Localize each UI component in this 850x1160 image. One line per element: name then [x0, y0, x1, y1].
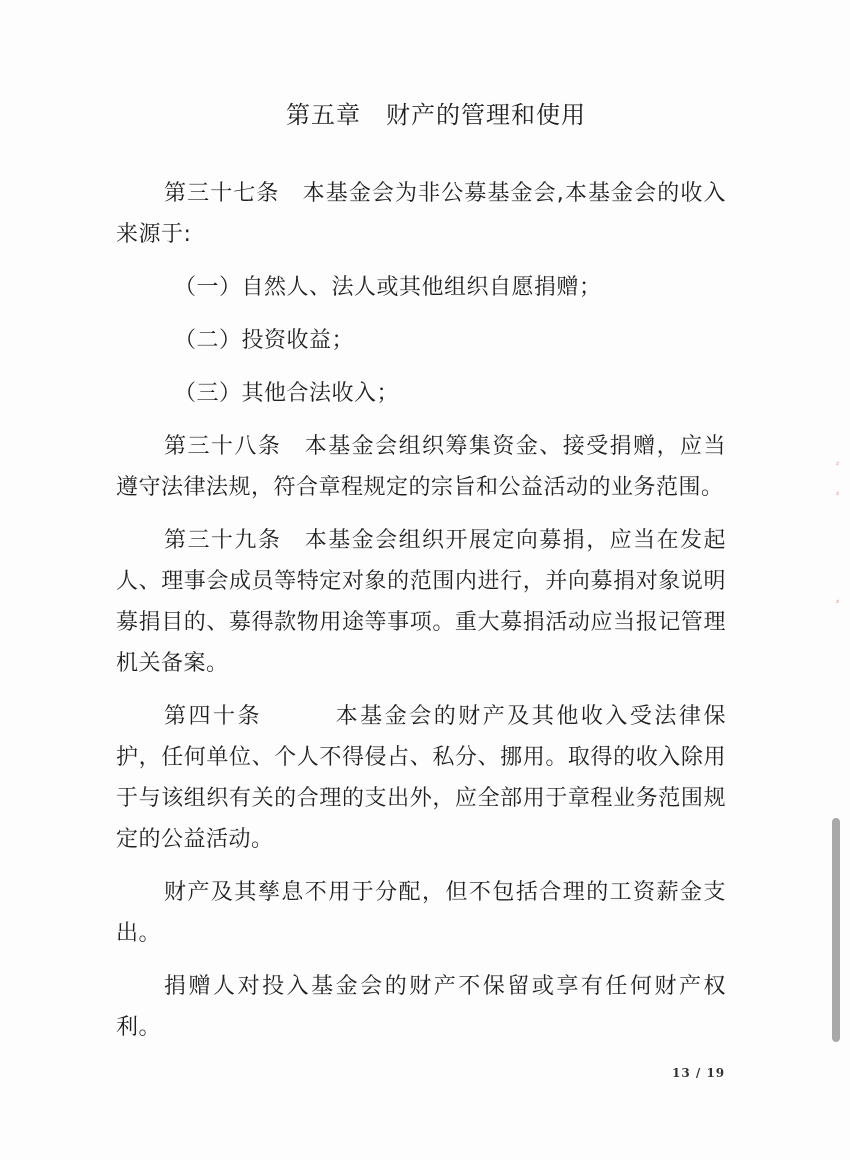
article-39: [116, 520, 726, 684]
page-content: [116, 95, 726, 1060]
list-item: （二）投资收益；: [174, 328, 355, 353]
article-text: 本基金会的财产及其他收入受法律保护，任何单位、个人不得侵占、私分、挪用。取得的收入除用于与该组织有关的合理的支出外，应全部用于章程业务范围规定的公益活动。: [116, 704, 726, 852]
vertical-scrollbar-thumb[interactable]: [832, 818, 840, 1042]
article-text: 本基金会为非公募基金会,本基金会的收入来源于:: [116, 181, 726, 247]
article-number: 第三十八条: [164, 434, 282, 459]
list-item: （三）其他合法收入；: [174, 381, 400, 406]
paragraph: 财产及其孳息不用于分配，但不包括合理的工资薪金支出。: [116, 880, 726, 946]
seal-fragment-mark: ⸗: [836, 458, 840, 469]
article-text: 本基金会组织筹集资金、接受捐赠，应当遵守法律法规，符合章程规定的宗旨和公益活动的业务范围。: [116, 434, 726, 500]
article-number: 第三十九条: [164, 528, 282, 553]
article-40: [116, 696, 726, 860]
paragraph: 捐赠人对投入基金会的财产不保留或享有任何财产权利。: [116, 974, 726, 1040]
page-number: 13 / 19: [672, 1066, 726, 1080]
article-number: 第三十七条: [164, 181, 280, 206]
seal-fragment-mark: ⸗: [836, 488, 840, 499]
article-37: [116, 173, 726, 255]
seal-fragment-mark: ⸗: [836, 596, 840, 607]
article-number: 第四十条: [164, 704, 263, 729]
list-item: （一）自然人、法人或其他组织自愿捐赠；: [174, 275, 602, 300]
article-38: [116, 426, 726, 508]
article-text: 本基金会组织开展定向募捐，应当在发起人、理事会成员等特定对象的范围内进行，并向募捐对象说明募捐目的、募得款物用途等事项。重大募捐活动应当报记管理机关备案。: [116, 528, 726, 676]
chapter-title: 第五章 财产的管理和使用: [286, 101, 586, 129]
